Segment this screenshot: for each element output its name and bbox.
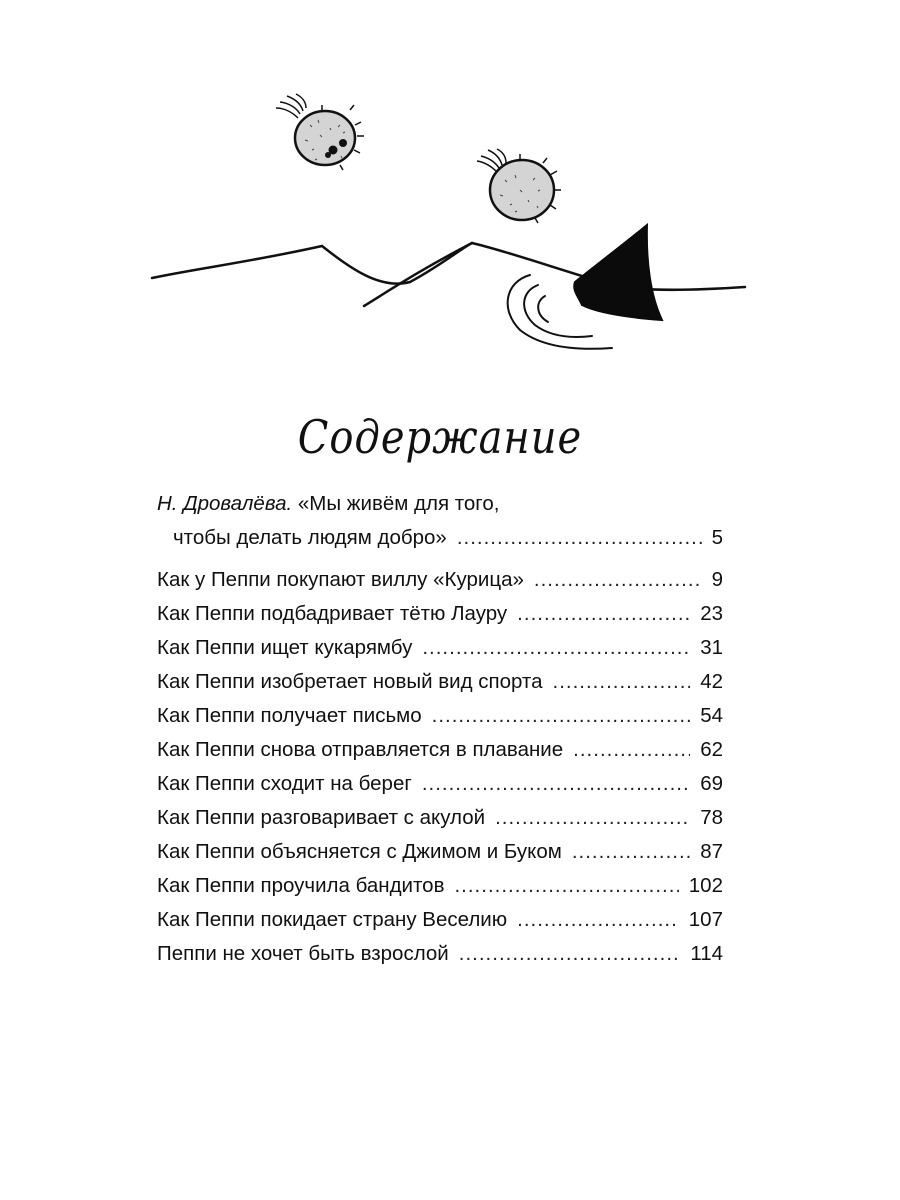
toc-entry[interactable] bbox=[157, 903, 723, 937]
intro-page-number: 5 bbox=[711, 526, 723, 549]
entry-page-number: 114 bbox=[690, 942, 723, 965]
coconut-left-icon bbox=[276, 94, 364, 170]
entry-title: Как Пеппи снова отправляется в плавание bbox=[157, 738, 564, 761]
toc-entry[interactable] bbox=[157, 801, 723, 835]
shark-fin-icon bbox=[574, 225, 662, 320]
entry-page-number: 31 bbox=[700, 636, 723, 659]
dot-leader bbox=[457, 521, 702, 555]
entry-page-number: 69 bbox=[700, 772, 723, 795]
section-gap bbox=[157, 555, 723, 563]
intro-title-line1: «Мы живём для того, bbox=[297, 492, 500, 515]
dot-leader bbox=[422, 631, 690, 665]
entry-title: Как Пеппи разговаривает с акулой bbox=[157, 806, 486, 829]
entry-page-number: 42 bbox=[700, 670, 723, 693]
toc-entry[interactable] bbox=[157, 563, 723, 597]
toc-entry[interactable] bbox=[157, 665, 723, 699]
entry-page-number: 9 bbox=[711, 568, 723, 591]
coconut-right-icon bbox=[477, 149, 561, 223]
entry-title: Как Пеппи подбадривает тётю Лауру bbox=[157, 602, 508, 625]
dot-leader bbox=[459, 937, 681, 971]
entry-page-number: 102 bbox=[688, 874, 723, 897]
dot-leader bbox=[534, 563, 702, 597]
wave-line-lower bbox=[364, 243, 472, 306]
entry-page-number: 54 bbox=[700, 704, 723, 727]
entry-page-number: 107 bbox=[688, 908, 723, 931]
dot-leader bbox=[573, 733, 690, 767]
entry-title: Как Пеппи получает письмо bbox=[157, 704, 422, 727]
toc-entry[interactable] bbox=[157, 937, 723, 971]
entry-title: Как Пеппи объясняется с Джимом и Буком bbox=[157, 840, 562, 863]
entry-title: Как Пеппи ищет кукарямбу bbox=[157, 636, 413, 659]
entry-title: Как Пеппи изобретает новый вид спорта bbox=[157, 670, 543, 693]
entry-title: Как Пеппи сходит на берег bbox=[157, 772, 412, 795]
entry-title: Как Пеппи покидает страну Веселию bbox=[157, 908, 508, 931]
toc-entry[interactable] bbox=[157, 869, 723, 903]
dot-leader bbox=[495, 801, 690, 835]
intro-author: Н. Дровалёва. bbox=[157, 492, 293, 515]
toc-intro-entry[interactable] bbox=[157, 487, 723, 521]
dot-leader bbox=[454, 869, 678, 903]
toc-intro-entry-line2[interactable] bbox=[157, 521, 723, 555]
dot-leader bbox=[517, 903, 679, 937]
entry-page-number: 78 bbox=[700, 806, 723, 829]
coconuts-and-shark-illustration bbox=[0, 0, 900, 360]
toc-entry[interactable] bbox=[157, 597, 723, 631]
dot-leader bbox=[432, 699, 691, 733]
toc-entry[interactable] bbox=[157, 631, 723, 665]
toc-entry[interactable] bbox=[157, 699, 723, 733]
dot-leader bbox=[422, 767, 690, 801]
dot-leader bbox=[517, 597, 690, 631]
entry-page-number: 62 bbox=[700, 738, 723, 761]
entry-title: Пеппи не хочет быть взрослой bbox=[157, 942, 449, 965]
entry-title: Как у Пеппи покупают виллу «Курица» bbox=[157, 568, 524, 591]
intro-title-line2: чтобы делать людям добро» bbox=[173, 526, 447, 549]
contents-title: Содержание bbox=[297, 411, 583, 465]
entry-title: Как Пеппи проучила бандитов bbox=[157, 874, 445, 897]
dot-leader bbox=[553, 665, 691, 699]
table-of-contents bbox=[157, 487, 723, 971]
toc-entry[interactable] bbox=[157, 733, 723, 767]
dot-leader bbox=[572, 835, 690, 869]
entry-page-number: 87 bbox=[700, 840, 723, 863]
toc-entry[interactable] bbox=[157, 767, 723, 801]
entry-page-number: 23 bbox=[700, 602, 723, 625]
toc-entry[interactable] bbox=[157, 835, 723, 869]
wave-line bbox=[152, 243, 745, 290]
